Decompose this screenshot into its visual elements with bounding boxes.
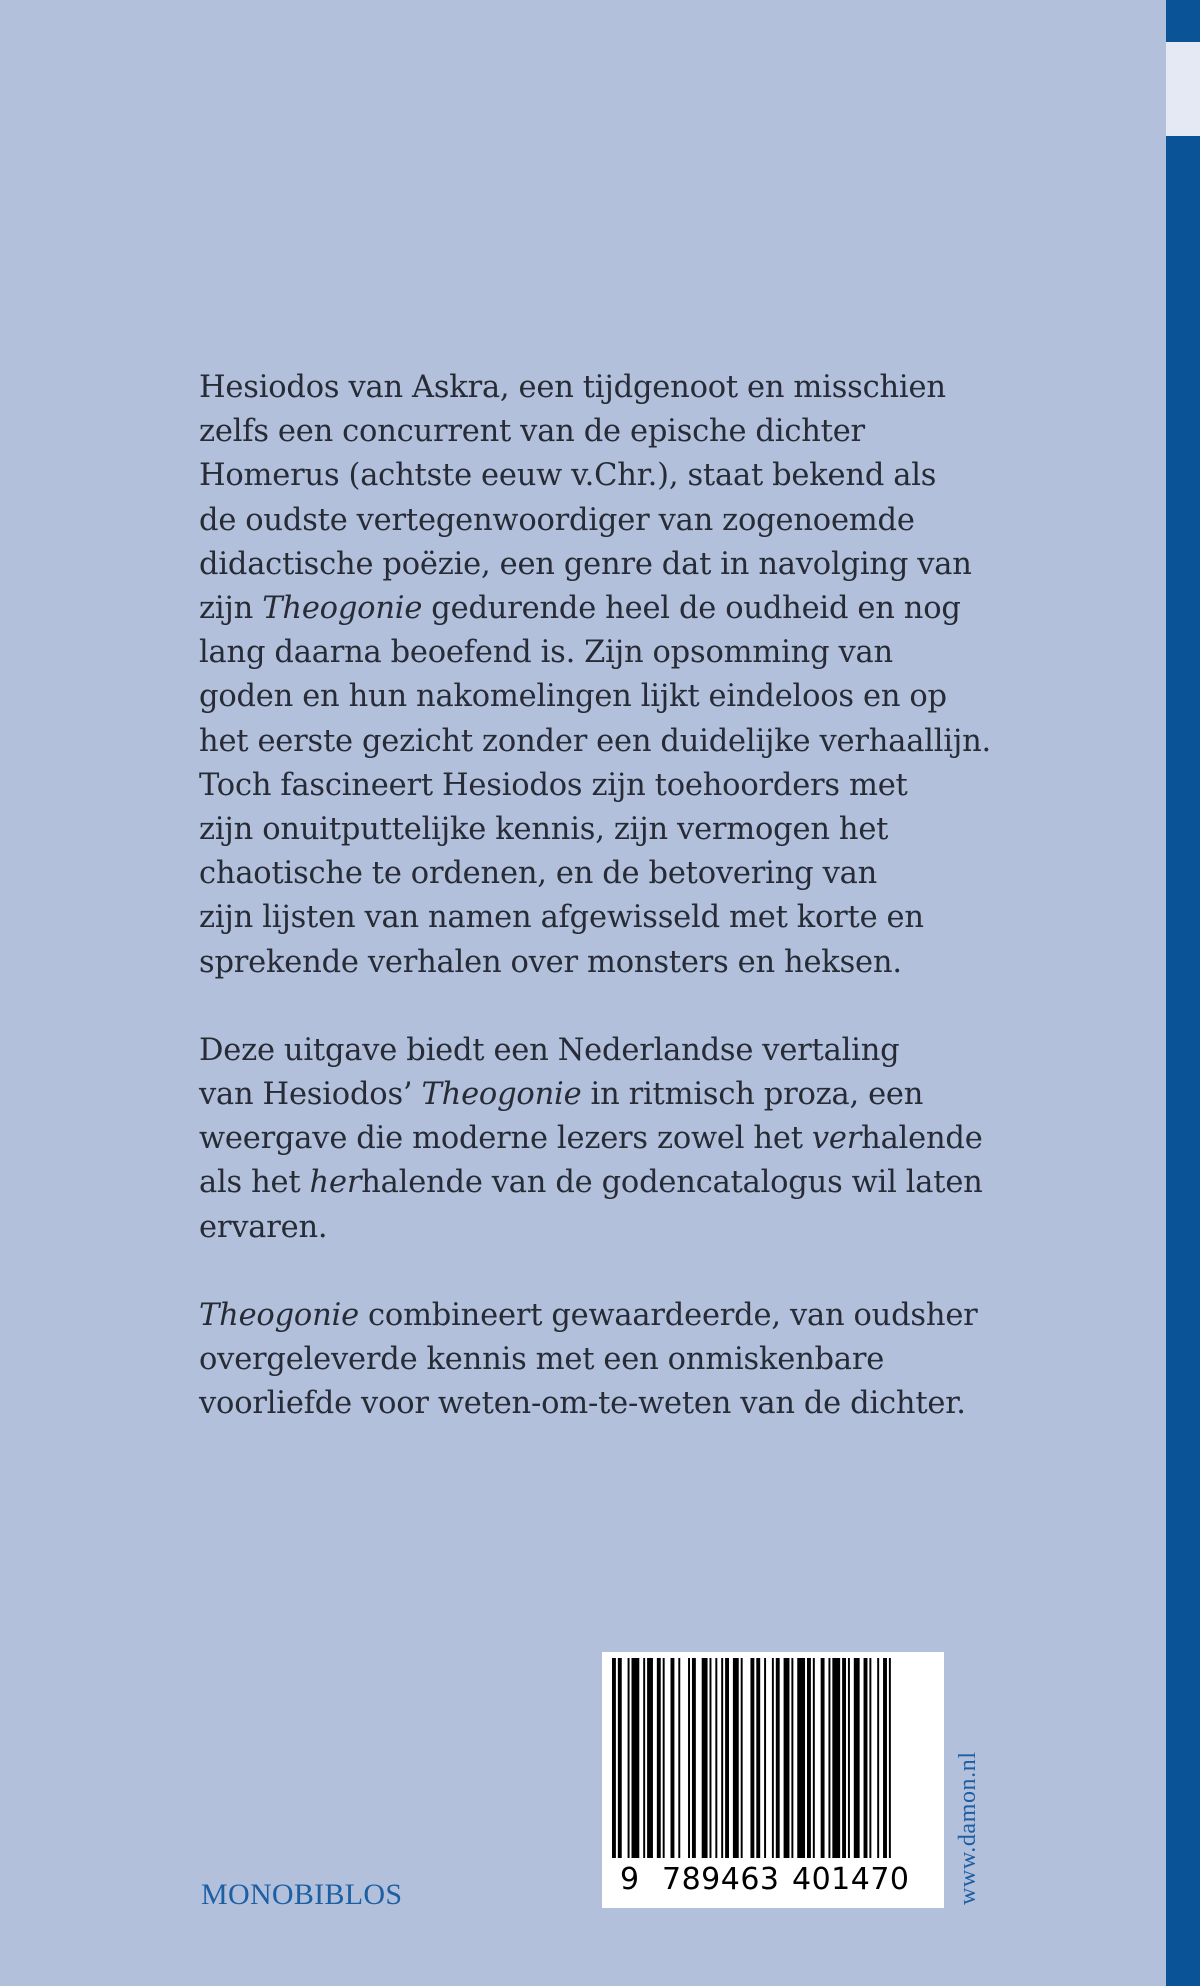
text-segment: de oudste vertegenwoordiger van zogenoemde bbox=[199, 502, 915, 538]
barcode-bar bbox=[877, 1658, 879, 1858]
barcode-bar bbox=[807, 1658, 811, 1858]
text-segment: het eerste gezicht zonder een duidelijke verhaallijn. bbox=[199, 723, 992, 759]
text-segment: chaotische te ordenen, en de betovering van bbox=[199, 856, 878, 892]
blurb-line bbox=[199, 410, 999, 454]
barcode-bar bbox=[643, 1658, 645, 1858]
blurb-line bbox=[199, 1338, 999, 1382]
barcode-bar bbox=[889, 1658, 891, 1858]
barcode-bar bbox=[618, 1658, 622, 1858]
text-segment: in ritmisch proza, een bbox=[581, 1077, 924, 1113]
blurb-line bbox=[199, 808, 999, 852]
text-segment: zijn bbox=[199, 591, 263, 627]
blurb-line bbox=[199, 499, 999, 543]
spine-tab bbox=[1166, 42, 1200, 136]
blurb-line bbox=[199, 631, 999, 675]
barcode-bar bbox=[848, 1658, 850, 1858]
italic-text: Theogonie bbox=[262, 591, 423, 627]
spine-strip bbox=[1166, 0, 1200, 1986]
blurb-line bbox=[199, 852, 999, 896]
text-segment: lang daarna beoefend is. Zijn opsomming van bbox=[199, 635, 893, 671]
barcode-bar bbox=[632, 1658, 640, 1858]
barcode-bar bbox=[772, 1658, 774, 1858]
barcode-bar bbox=[832, 1658, 840, 1858]
text-segment: zijn lijsten van namen afgewisseld met korte en bbox=[199, 900, 924, 936]
barcode-bar bbox=[842, 1658, 846, 1858]
series-name: MONOBIBLOS bbox=[201, 1878, 403, 1911]
text-segment: didactische poëzie, een genre dat in navolging van bbox=[199, 546, 972, 582]
text-segment: combineert gewaardeerde, van oudsher bbox=[358, 1297, 978, 1333]
text-segment: halende van de godencatalogus wil laten bbox=[361, 1165, 983, 1201]
barcode-bar bbox=[688, 1658, 690, 1858]
barcode-bar bbox=[741, 1658, 743, 1858]
blurb-line bbox=[199, 1073, 999, 1117]
text-segment: halende bbox=[861, 1121, 983, 1157]
blurb-line bbox=[199, 454, 999, 498]
barcode-bar bbox=[791, 1658, 793, 1858]
isbn-group-1: 9 bbox=[620, 1862, 640, 1897]
barcode-bar bbox=[692, 1658, 696, 1858]
barcode-bar bbox=[678, 1658, 680, 1858]
text-segment: Hesiodos van Askra, een tijdgenoot en misschien bbox=[199, 370, 946, 405]
blurb-line bbox=[199, 366, 999, 410]
text-segment: zelfs een concurrent van de epische dichter bbox=[199, 414, 865, 450]
barcode-bar bbox=[628, 1658, 630, 1858]
barcode-bar bbox=[869, 1658, 871, 1858]
blurb-line bbox=[199, 1382, 999, 1426]
barcode-bar bbox=[647, 1658, 653, 1858]
text-segment: weergave die moderne lezers zowel het bbox=[199, 1121, 812, 1157]
barcode-bar bbox=[813, 1658, 815, 1858]
barcode-bar bbox=[864, 1658, 868, 1858]
blurb-line bbox=[199, 896, 999, 940]
italic-text: her bbox=[309, 1165, 362, 1201]
text-segment: sprekende verhalen over monsters en heksen. bbox=[199, 944, 902, 980]
italic-text: Theogonie bbox=[199, 1297, 359, 1333]
barcode-bar bbox=[671, 1658, 675, 1858]
barcode-bar bbox=[756, 1658, 760, 1858]
text-segment: ervaren. bbox=[199, 1209, 328, 1245]
blurb-paragraph bbox=[199, 366, 999, 985]
barcode-bar bbox=[657, 1658, 661, 1858]
text-segment: van Hesiodos’ bbox=[199, 1077, 422, 1113]
text-segment: Toch fascineert Hesiodos zijn toehoorders met bbox=[199, 767, 908, 803]
blurb-line bbox=[199, 1117, 999, 1161]
barcode-bar bbox=[821, 1658, 825, 1858]
text-segment: goden en hun nakomelingen lijkt eindeloos en op bbox=[199, 679, 947, 715]
barcode-bar bbox=[715, 1658, 717, 1858]
blurb-line bbox=[199, 1161, 999, 1205]
italic-text: Theogonie bbox=[421, 1077, 582, 1113]
blurb-line bbox=[199, 720, 999, 764]
blurb-paragraph bbox=[199, 1029, 999, 1250]
barcode-bar bbox=[750, 1658, 754, 1858]
blurb-line bbox=[199, 1294, 999, 1338]
blurb-line bbox=[199, 1029, 999, 1073]
text-segment: Homerus (achtste eeuw v.Chr.), staat bekend als bbox=[199, 458, 937, 494]
barcode-bar bbox=[784, 1658, 790, 1858]
isbn-group-3: 401470 bbox=[792, 1862, 910, 1897]
text-segment: overgeleverde kennis met een onmiskenbare bbox=[199, 1342, 885, 1378]
text-segment: als het bbox=[199, 1165, 310, 1201]
isbn-barcode bbox=[602, 1652, 944, 1908]
text-segment: gedurende heel de oudheid en nog bbox=[422, 591, 961, 627]
back-cover-blurb bbox=[199, 366, 999, 1426]
barcode-bar bbox=[776, 1658, 780, 1858]
barcode-bar bbox=[663, 1658, 665, 1858]
blurb-line bbox=[199, 587, 999, 631]
barcode-bar bbox=[725, 1658, 729, 1858]
text-segment: voorliefde voor weten-om-te-weten van de dichter. bbox=[199, 1386, 966, 1422]
blurb-line bbox=[199, 1206, 999, 1250]
text-segment: zijn onuitputtelijke kennis, zijn vermogen het bbox=[199, 812, 889, 848]
blurb-line bbox=[199, 764, 999, 808]
barcode-bar bbox=[710, 1658, 712, 1858]
barcode-bar bbox=[854, 1658, 860, 1858]
text-segment: Deze uitgave biedt een Nederlandse vertaling bbox=[199, 1032, 900, 1068]
blurb-line bbox=[199, 941, 999, 985]
blurb-line bbox=[199, 543, 999, 587]
blurb-line bbox=[199, 675, 999, 719]
barcode-bar bbox=[828, 1658, 830, 1858]
isbn-group-2: 789463 bbox=[662, 1862, 780, 1897]
barcode-bar bbox=[797, 1658, 805, 1858]
barcode-bar bbox=[612, 1658, 616, 1858]
italic-text: ver bbox=[811, 1121, 862, 1157]
publisher-website[interactable]: www.damon.nl bbox=[955, 1751, 981, 1905]
blurb-paragraph bbox=[199, 1294, 999, 1427]
barcode-bar bbox=[733, 1658, 739, 1858]
barcode-bar bbox=[721, 1658, 723, 1858]
barcode-bar bbox=[702, 1658, 708, 1858]
barcode-bar bbox=[764, 1658, 766, 1858]
barcode-bar bbox=[883, 1658, 887, 1858]
